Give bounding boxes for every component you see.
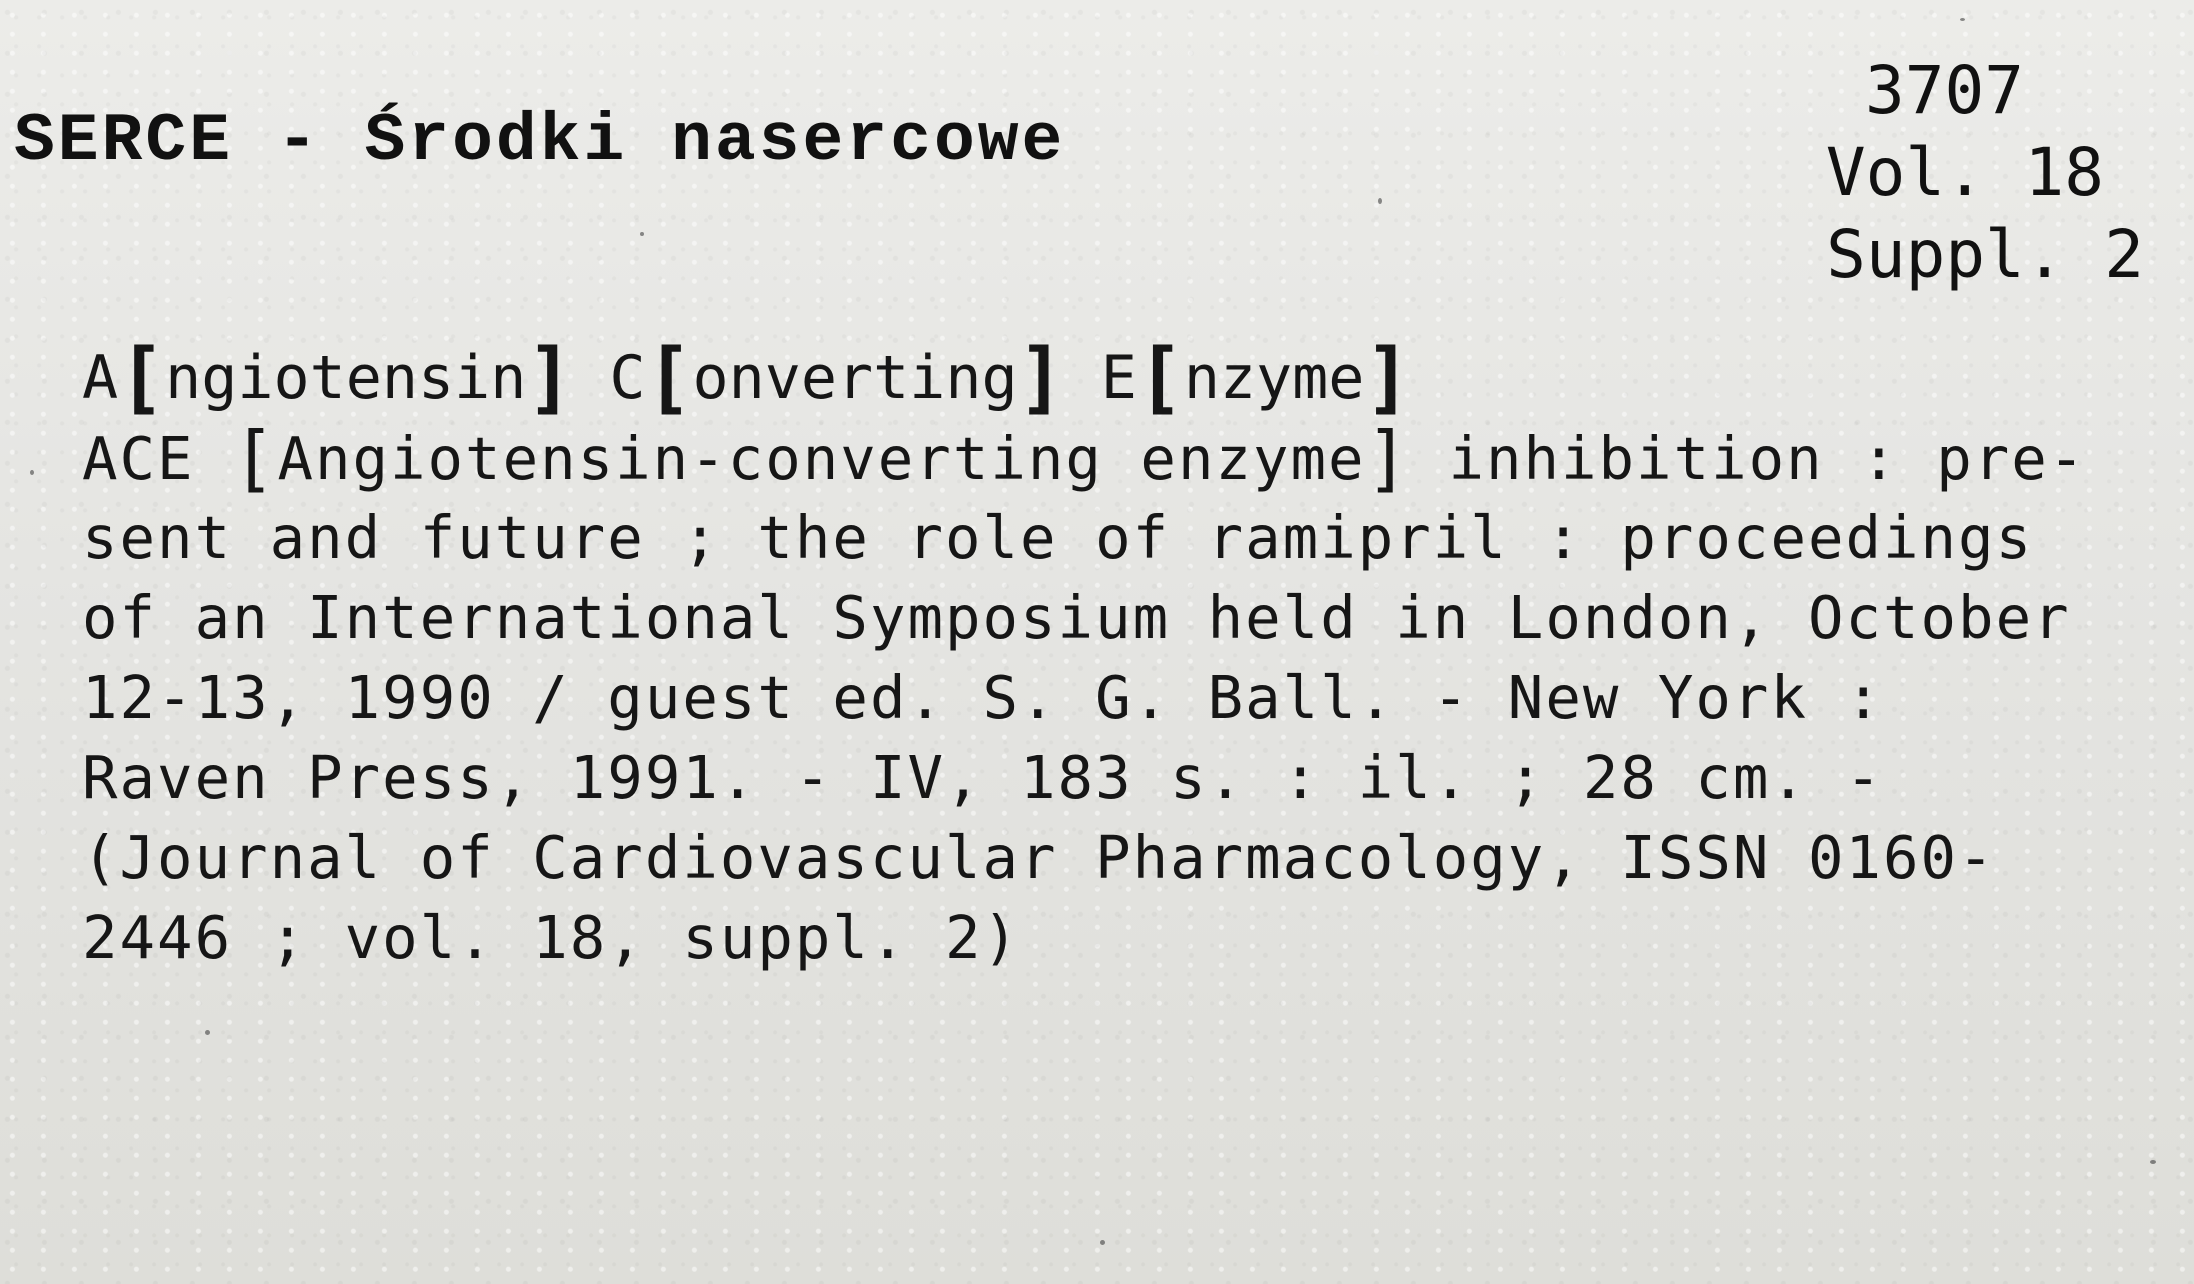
record-line-6: (Journal of Cardiovascular Pharmacology, ISSN 0160- xyxy=(82,823,1996,892)
record-line-1-pre: ACE xyxy=(82,424,233,493)
acronym-letter-e: E xyxy=(1100,343,1137,413)
acronym-expansion: A[ngiotensin] C[onverting] E[nzyme] xyxy=(82,333,1412,423)
acronym-letter-c: C xyxy=(609,343,646,413)
dust-speck xyxy=(2150,1160,2156,1164)
dust-speck xyxy=(1378,198,1382,204)
record-line-1-post: inhibition : pre- xyxy=(1410,424,2087,493)
record-line-1-bracket: Angiotensin-converting enzyme xyxy=(277,424,1366,493)
record-line-3: of an International Symposium held in London, October xyxy=(82,583,2071,652)
call-number-id: 3707 xyxy=(1865,52,2024,129)
call-number-volume: Vol. 18 xyxy=(1825,134,2104,211)
bibliographic-entry xyxy=(82,333,2172,978)
dust-speck xyxy=(1960,18,1965,21)
acronym-letter-a: A xyxy=(82,343,119,413)
dust-speck xyxy=(640,232,644,236)
record-line-7: 2446 ; vol. 18, suppl. 2) xyxy=(82,903,1021,972)
acronym-word-c: onverting xyxy=(692,343,1018,413)
dust-speck xyxy=(1100,1240,1105,1245)
call-number-supplement: Suppl. 2 xyxy=(1826,216,2144,293)
call-number xyxy=(1826,50,2144,296)
subject-heading: SERCE - Środki nasercowe xyxy=(14,103,1066,180)
dust-speck xyxy=(205,1030,210,1035)
acronym-word-a: ngiotensin xyxy=(165,343,527,413)
acronym-word-e: nzyme xyxy=(1183,343,1365,413)
record-line-1: ACE [Angiotensin-converting enzyme] inhibition : pre- xyxy=(82,416,2087,500)
dust-speck xyxy=(30,470,34,475)
record-line-5: Raven Press, 1991. - IV, 183 s. : il. ; 28 cm. - xyxy=(82,743,1884,812)
record-line-4: 12-13, 1990 / guest ed. S. G. Ball. - New York : xyxy=(82,663,1884,732)
record-line-2: sent and future ; the role of ramipril : proceedings xyxy=(82,503,2034,572)
